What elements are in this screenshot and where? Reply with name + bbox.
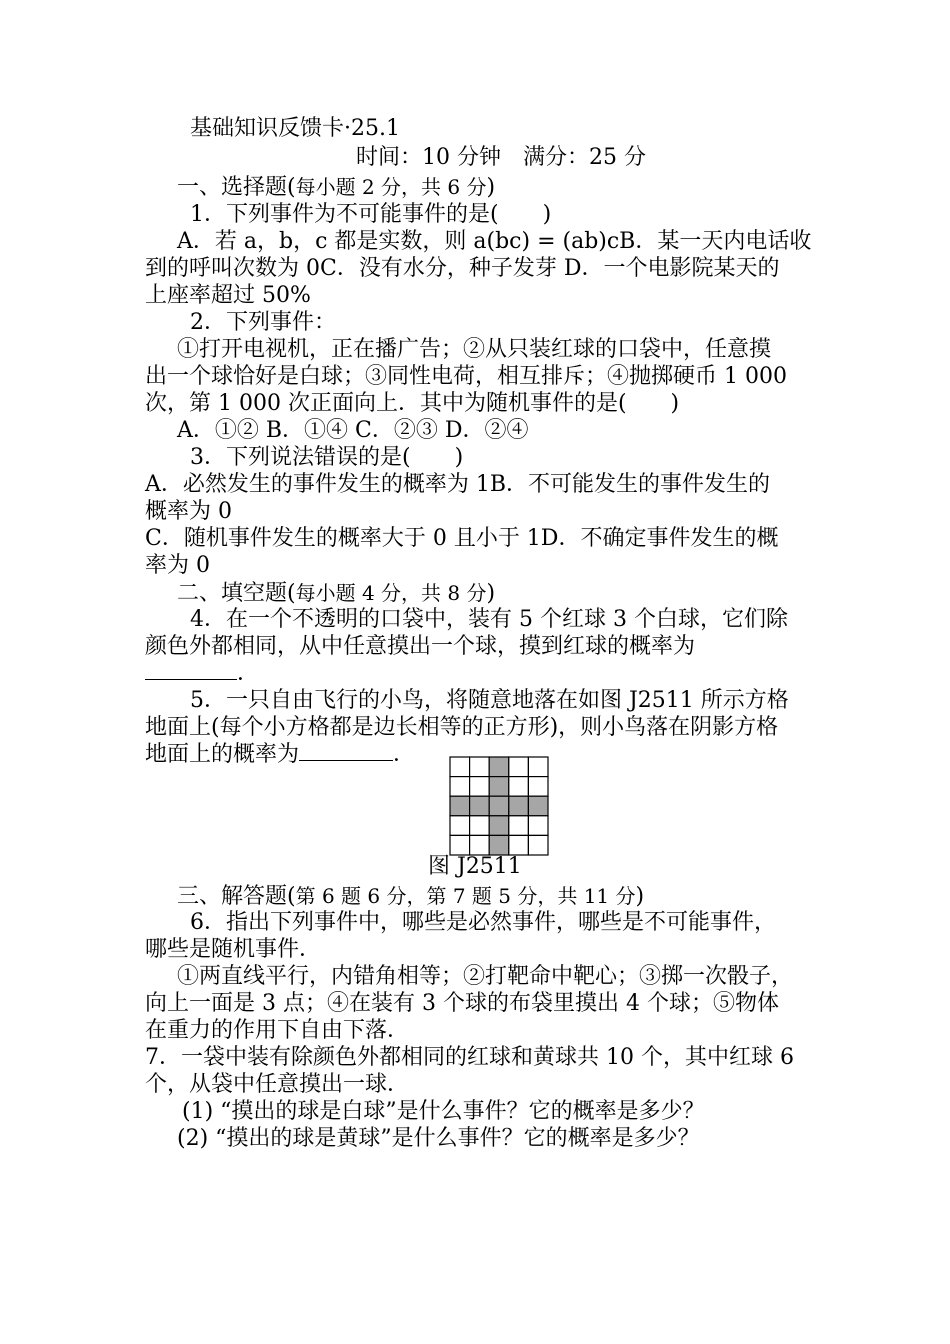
grid-cell — [470, 816, 490, 836]
section-2-points: 每小题 4 分，共 8 分 — [295, 581, 487, 605]
grid-cell — [450, 777, 470, 797]
q3-line2: 概率为 0 — [145, 499, 232, 524]
q4-answer-line — [145, 661, 259, 687]
grid-cell-shaded — [489, 777, 509, 797]
q1-stem: 1．下列事件为不可能事件的是( ) — [190, 202, 552, 227]
section-3-close: ) — [635, 884, 645, 909]
q4-line2: 颜色外都相同，从中任意摸出一个球，摸到红球的概率为 — [145, 634, 696, 659]
q1-line3: 上座率超过 50% — [145, 283, 311, 308]
worksheet-title: 基础知识反馈卡·25.1 — [190, 116, 400, 141]
q4-line1: 4．在一个不透明的口袋中，装有 5 个红球 3 个白球，它们除 — [190, 607, 788, 632]
q2-options: A．①② B．①④ C．②③ D．②④ — [177, 418, 529, 443]
grid-cell — [509, 777, 529, 797]
q5-line3 — [145, 742, 415, 768]
q5-answer-blank[interactable] — [299, 742, 393, 761]
q3-line3: C．随机事件发生的概率大于 0 且小于 1D．不确定事件发生的概 — [145, 526, 779, 551]
q7-line1: 7．一袋中装有除颜色外都相同的红球和黄球共 10 个，其中红球 6 — [145, 1045, 794, 1070]
section-2-close: ) — [486, 581, 496, 606]
grid-cell-shaded — [509, 796, 529, 816]
grid-cell — [450, 757, 470, 777]
q3-line1: A．必然发生的事件发生的概率为 1B．不可能发生的事件发生的 — [145, 472, 771, 497]
q6-line2: 哪些是随机事件． — [145, 937, 322, 962]
q3-line4: 率为 0 — [145, 553, 210, 578]
figure-grid — [449, 756, 549, 860]
q5-line3-text: 地面上的概率为 — [145, 742, 300, 767]
q3-stem: 3．下列说法错误的是( ) — [190, 445, 464, 470]
q7-sub1: (1) “摸出的球是白球”是什么事件？它的概率是多少？ — [182, 1099, 705, 1124]
section-1-label: 一、选择题( — [177, 175, 296, 200]
q5-end: ． — [393, 742, 416, 767]
grid-cell-shaded — [470, 796, 490, 816]
q5-line2: 地面上(每个小方格都是边长相等的正方形)，则小鸟落在阴影方格 — [145, 715, 779, 740]
section-1-close: ) — [486, 175, 496, 200]
q7-sub2: (2) “摸出的球是黄球”是什么事件？它的概率是多少？ — [177, 1126, 700, 1151]
grid-cell-shaded — [528, 796, 548, 816]
section-1-heading — [177, 174, 495, 201]
section-1-points: 每小题 2 分，共 6 分 — [295, 175, 487, 199]
section-3-label: 三、解答题( — [177, 884, 296, 909]
section-3-heading — [177, 883, 644, 910]
grid-cell — [470, 777, 490, 797]
q6-line5: 在重力的作用下自由下落． — [145, 1018, 410, 1043]
section-2-heading — [177, 580, 495, 607]
q4-answer-blank[interactable] — [145, 661, 237, 680]
q6-line4: 向上一面是 3 点；④在装有 3 个球的布袋里摸出 4 个球；⑤物体 — [145, 991, 779, 1016]
q6-line1: 6．指出下列事件中，哪些是必然事件，哪些是不可能事件， — [190, 910, 776, 935]
q2-stem: 2．下列事件： — [190, 310, 336, 335]
grid-cell — [528, 835, 548, 855]
q1-line1: A．若 a，b，c 都是实数，则 a(bc) = (ab)cB．某一天内电话收 — [177, 229, 812, 254]
grid-cell-shaded — [450, 796, 470, 816]
grid-cell-shaded — [489, 816, 509, 836]
time-and-score: 时间：10 分钟 满分：25 分 — [356, 145, 646, 170]
q2-line1: ①打开电视机，正在播广告；②从只装红球的口袋中，任意摸 — [177, 337, 772, 362]
grid-cell-shaded — [489, 757, 509, 777]
q7-line2: 个，从袋中任意摸出一球． — [145, 1072, 410, 1097]
grid-cell-shaded — [489, 796, 509, 816]
grid-cell — [528, 777, 548, 797]
q6-line3: ①两直线平行，内错角相等；②打靶命中靶心；③掷一次骰子， — [177, 964, 794, 989]
section-3-points: 第 6 题 6 分，第 7 题 5 分，共 11 分 — [295, 884, 636, 908]
grid-cell-shaded — [489, 835, 509, 855]
grid-cell — [450, 816, 470, 836]
grid-cell — [509, 757, 529, 777]
grid-cell — [470, 757, 490, 777]
q1-line2: 到的呼叫次数为 0C．没有水分，种子发芽 D．一个电影院某天的 — [145, 256, 780, 281]
grid-cell — [509, 816, 529, 836]
grid-svg — [449, 756, 549, 856]
q5-line1: 5．一只自由飞行的小鸟，将随意地落在如图 J2511 所示方格 — [190, 688, 789, 713]
grid-cell — [450, 835, 470, 855]
q2-line2: 出一个球恰好是白球；③同性电荷，相互排斥；④抛掷硬币 1 000 — [145, 364, 787, 389]
grid-cell — [528, 816, 548, 836]
q4-end: ． — [237, 661, 260, 686]
grid-cell — [509, 835, 529, 855]
q2-line3: 次，第 1 000 次正面向上．其中为随机事件的是( ) — [145, 391, 680, 416]
section-2-label: 二、填空题( — [177, 581, 296, 606]
grid-cell — [470, 835, 490, 855]
figure-caption: 图 J2511 — [428, 854, 522, 879]
grid-cell — [528, 757, 548, 777]
